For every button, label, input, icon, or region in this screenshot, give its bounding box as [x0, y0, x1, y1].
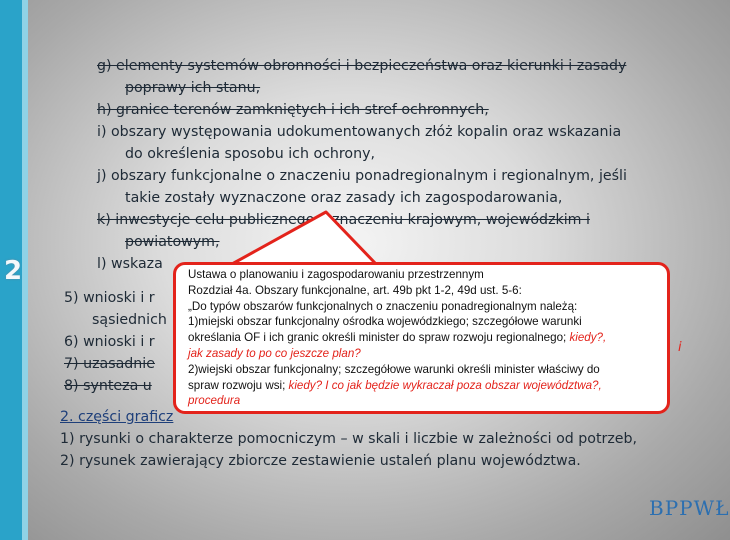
annotation-callout: [173, 262, 670, 414]
list-item-6: 6) wnioski i r: [64, 334, 155, 350]
list-item-8: 8) synteza u: [64, 378, 152, 394]
callout-chapter: Rozdział 4a. Obszary funkcjonalne, art. 49b pkt 1-2, 49d ust. 5-6:: [188, 283, 522, 297]
list-item-k1: k) inwestycje celu publicznego o znaczeniu krajowym, wojewódzkim i: [97, 212, 590, 228]
list-item-g1: g) elementy systemów obronności i bezpieczeństwa oraz kierunki i zasady: [97, 58, 627, 74]
callout-question-2: jak zasady to po co jeszcze plan?: [188, 346, 361, 360]
bottom-item-1: 1) rysunki o charakterze pomocniczym – w skali i liczbie w zależności od potrzeb,: [60, 431, 638, 447]
callout-point-2-cont: spraw rozwoju wsi; kiedy? I co jak będzie wykraczał poza obszar województwa?,: [188, 378, 602, 392]
callout-question-1: kiedy?,: [569, 331, 607, 345]
list-item-h: h) granice terenów zamkniętych i ich stref ochronnych,: [97, 102, 489, 118]
list-item-j2: takie zostały wyznaczone oraz zasady ich zagospodarowania,: [125, 190, 563, 206]
callout-law-title: Ustawa o planowaniu i zagospodarowaniu przestrzennym: [188, 268, 484, 281]
callout-point-1-cont: określania OF i ich granic określi minister do spraw rozwoju regionalnego; kiedy?,: [188, 331, 607, 345]
list-item-l: l) wskaza: [97, 256, 163, 272]
side-mark: i: [678, 340, 682, 355]
graphic-section-heading: 2. części graficz: [60, 409, 174, 425]
list-item-k2: powiatowym,: [125, 234, 220, 250]
callout-point-1: 1)miejski obszar funkcjonalny ośrodka wojewódzkiego; szczegółowe warunki: [188, 315, 582, 329]
list-item-j1: j) obszary funkcjonalne o znaczeniu ponadregionalnym i regionalnym, jeśli: [97, 168, 627, 184]
callout-point-2: 2)wiejski obszar funkcjonalny; szczegółowe warunki określi minister właściwy do: [188, 362, 600, 376]
list-item-7: 7) uzasadnie: [64, 356, 155, 372]
callout-question-4: procedura: [188, 394, 241, 408]
callout-question-3: kiedy? I co jak będzie wykraczał poza obszar województwa?,: [288, 378, 602, 392]
bottom-item-2: 2) rysunek zawierający zbiorcze zestawienie ustaleń planu województwa.: [60, 453, 581, 469]
list-item-i2: do określenia sposobu ich ochrony,: [125, 146, 376, 162]
list-item-5b: sąsiednich: [92, 312, 167, 328]
list-item-5: 5) wnioski i r: [64, 290, 155, 306]
list-item-i1: i) obszary występowania udokumentowanych złóż kopalin oraz wskazania: [97, 124, 622, 140]
list-item-g2: poprawy ich stanu,: [125, 80, 261, 96]
callout-quote-intro: „Do typów obszarów funkcjonalnych o znaczeniu ponadregionalnym należą:: [188, 299, 578, 313]
bppwl-logo: BPPWŁ: [649, 496, 730, 520]
slide-number: 2: [4, 256, 23, 286]
